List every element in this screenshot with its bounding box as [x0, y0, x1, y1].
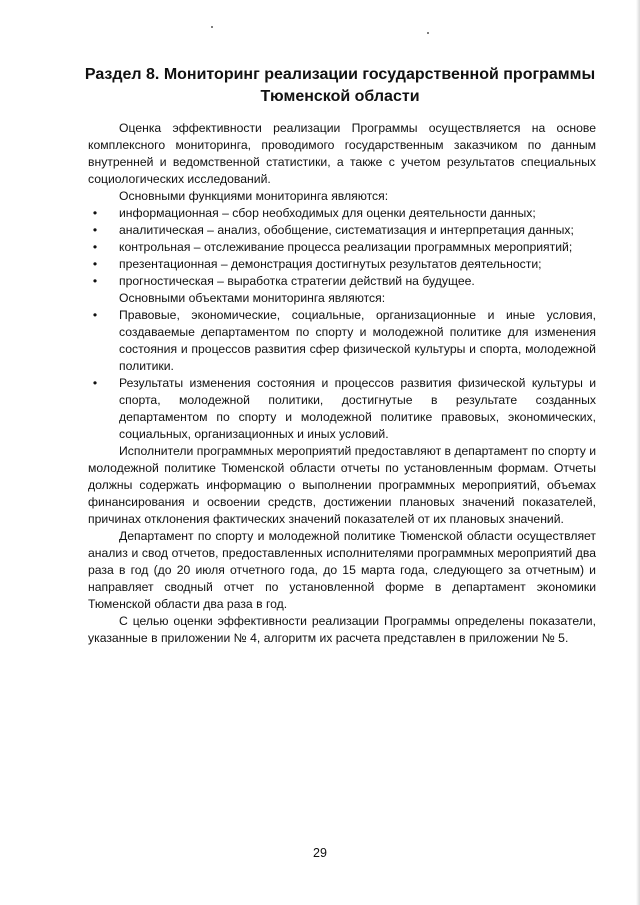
objects-list	[88, 307, 596, 443]
bullet-icon: •	[92, 257, 98, 271]
list-item-text: Правовые, экономические, социальные, организационные и иные условия, создаваемые департаментом по спорту и молодежной политике для изменения состояния и процессов развития сфер физической культуры и спорта, молодежной политики.	[119, 308, 596, 373]
scan-speck	[211, 26, 213, 28]
document-body	[88, 120, 596, 647]
list-item	[88, 205, 596, 222]
list-item-text: Результаты изменения состояния и процессов развития физической культуры и спорта, молодежной политики, достигнутые в результате созданных департаментом по спорту и молодежной политике правовых, экономических, социальных, организационных и иных условий.	[119, 376, 596, 441]
paragraph-executors: Исполнители программных мероприятий предоставляют в департамент по спорту и молодежной политике Тюменской области отчеты по установленным формам. Отчеты должны содержать информацию о выполнении программных мероприятий, объемах финансирования и освоении средств, достижении плановых значений показателей, причинах отклонения фактических значений показателей от их плановых значений.	[88, 444, 597, 526]
bullet-icon: •	[92, 223, 98, 237]
scan-edge-shadow	[636, 0, 640, 905]
list-item	[88, 239, 596, 256]
paragraph-department: Департамент по спорту и молодежной политике Тюменской области осуществляет анализ и свод отчетов, предоставленных исполнителями программных мероприятий два раза в год (до 20 июля отчетного года, до 15 марта года, следующего за отчетным) и направляет сводный отчет по установленной форме в департамент экономики Тюменской области два раза в год.	[88, 529, 596, 611]
list-item	[88, 256, 596, 273]
paragraph-objects-intro: Основными объектами мониторинга являются:	[119, 291, 386, 305]
section-heading-line-1: Раздел 8. Мониторинг реализации государственной программы	[84, 66, 596, 83]
list-item-text: контрольная – отслеживание процесса реализации программных мероприятий;	[119, 240, 573, 254]
list-item	[88, 222, 596, 239]
list-item	[88, 375, 596, 443]
section-heading	[80, 64, 600, 108]
paragraph-intro: Оценка эффективности реализации Программы осуществляется на основе комплексного мониторинга, проводимого государственным заказчиком по данным внутренней и ведомственной статистики, а также с учетом результатов специальных социологических исследований.	[88, 121, 596, 186]
section-heading-line-2: Тюменской области	[260, 88, 420, 105]
paragraph-evaluation: С целью оценки эффективности реализации Программы определены показатели, указанные в приложении № 4, алгоритм их расчета представлен в приложении № 5.	[88, 614, 596, 645]
list-item	[88, 273, 596, 290]
bullet-icon: •	[92, 376, 98, 390]
bullet-icon: •	[92, 274, 98, 288]
list-item-text: презентационная – демонстрация достигнутых результатов деятельности;	[119, 257, 542, 271]
paragraph-functions-intro: Основными функциями мониторинга являются:	[119, 189, 389, 203]
functions-list	[88, 205, 596, 290]
bullet-icon: •	[92, 206, 98, 220]
list-item-text: прогностическая – выработка стратегии действий на будущее.	[119, 274, 475, 288]
bullet-icon: •	[92, 240, 98, 254]
page-number: 29	[313, 846, 327, 860]
list-item	[88, 307, 596, 375]
list-item-text: информационная – сбор необходимых для оценки деятельности данных;	[119, 206, 536, 220]
scan-speck	[427, 32, 429, 34]
bullet-icon: •	[92, 308, 98, 322]
list-item-text: аналитическая – анализ, обобщение, систематизация и интерпретация данных;	[119, 223, 574, 237]
